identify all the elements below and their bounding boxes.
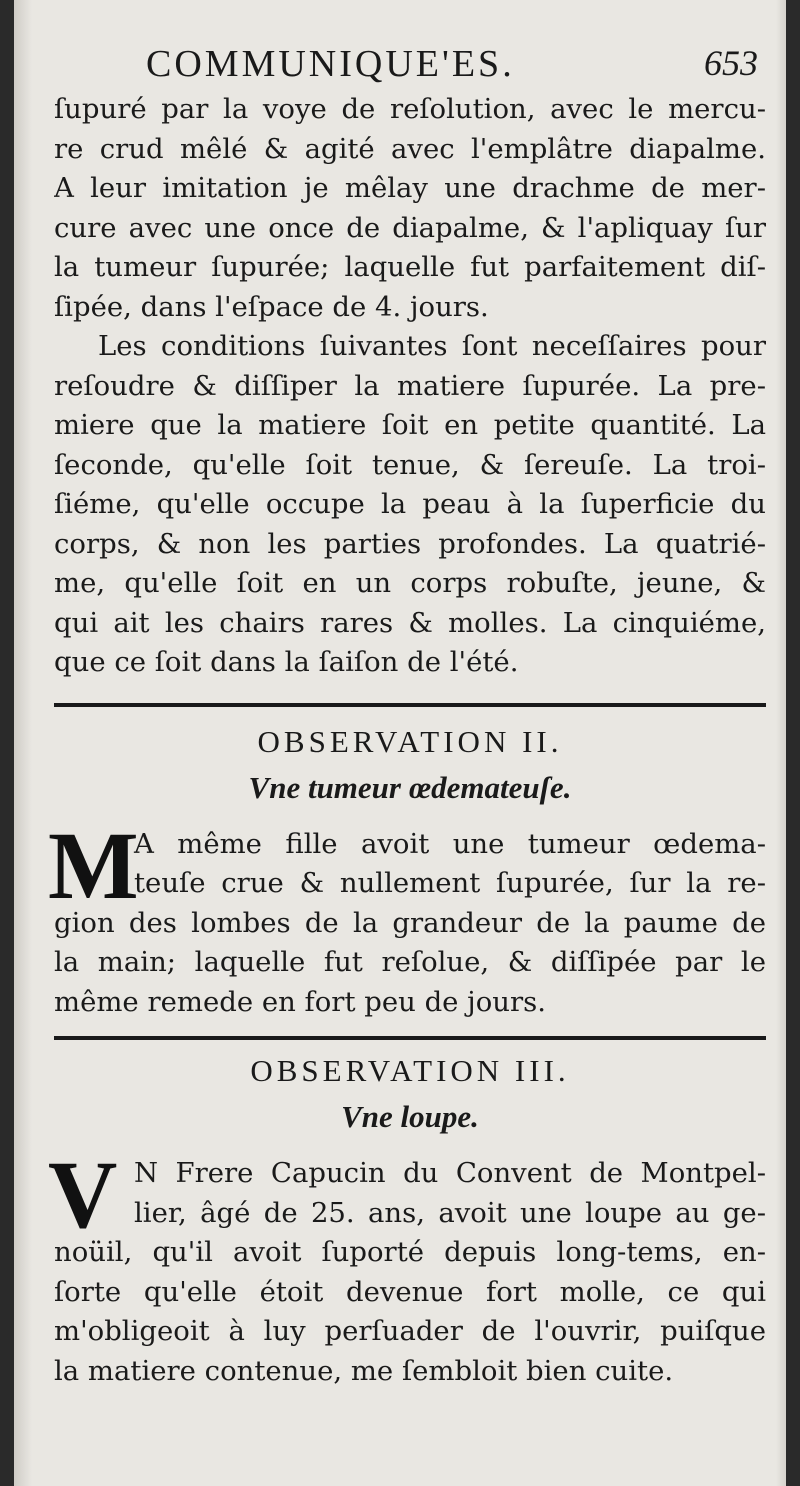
running-head-title: COMMUNIQUE'ES. [146, 43, 515, 85]
text-line: corps, & non les parties profondes. La quatrié- [54, 527, 766, 560]
text-line: ſeconde, qu'elle ſoit tenue, & ſereuſe. La troi- [54, 448, 766, 481]
text-line: la main; laquelle fut reſolue, & diſſipée par le [54, 946, 766, 978]
book-page [14, 0, 786, 1486]
section-divider [54, 703, 766, 707]
text-line: qui ait les chairs rares & molles. La cinquiéme, [54, 606, 766, 639]
text-line: N Frere Capucin du Convent de Montpel- [134, 1157, 766, 1189]
text-line: lier, âgé de 25. ans, avoit une loupe au ge- [134, 1196, 766, 1229]
text-line: la matiere contenue, me ſembloit bien cuite. [54, 1354, 674, 1387]
running-head [54, 36, 766, 90]
text-line: me, qu'elle ſoit en un corps robuſte, jeune, & [54, 567, 766, 599]
text-line: ſorte qu'elle étoit devenue fort molle, ce qui [54, 1275, 766, 1308]
text-line: que ce ſoit dans la ſaiſon de l'été. [54, 646, 519, 678]
text-line: teuſe crue & nullement ſupurée, ſur la re- [134, 867, 766, 899]
text-line: ſipée, dans l'eſpace de 4. jours. [54, 290, 489, 323]
observation-2-body [48, 811, 766, 1023]
observation-2-title: OBSERVATION II. [257, 723, 563, 759]
drop-cap: V [48, 1141, 118, 1248]
observation-2-subtitle: Vne tumeur œdemateuſe. [248, 769, 572, 805]
text-line: m'obligeoit à luy perſuader de l'ouvrir, puiſque [54, 1315, 766, 1347]
text-line: noüil, qu'il avoit ſuporté depuis long-tems, en- [54, 1236, 766, 1268]
observation-3-body [48, 1141, 766, 1391]
text-line: A leur imitation je mêlay une drachme de mer- [54, 172, 766, 204]
observation-3-title: OBSERVATION III. [250, 1053, 570, 1088]
text-line: miere que la matiere ſoit en petite quantité. La [54, 409, 766, 441]
text-line: ſupuré par la voye de reſolution, avec le mercu- [54, 93, 766, 125]
drop-cap: M [48, 811, 139, 919]
page-number: 653 [704, 43, 758, 83]
text-line: A même fille avoit une tumeur œdema- [134, 827, 766, 860]
text-line: même remede en fort peu de jours. [54, 985, 546, 1018]
text-line: la tumeur ſupurée; laquelle fut parfaitement diſ- [54, 251, 766, 283]
observation-3-subtitle: Vne loupe. [341, 1099, 479, 1134]
page-content [48, 36, 766, 1391]
paragraph-conditions [54, 327, 766, 683]
paragraph-continuation [54, 90, 766, 327]
text-line: re crud mêlé & agité avec l'emplâtre diapalme. [54, 132, 766, 165]
text-line: gion des lombes de la grandeur de la paume de [54, 906, 766, 939]
text-line: Les conditions ſuivantes ſont neceſſaires pour [98, 330, 766, 362]
text-line: ſiéme, qu'elle occupe la peau à la ſuperficie du [54, 488, 766, 520]
text-line: cure avec une once de diapalme, & l'apliquay ſur [54, 211, 766, 244]
text-line: reſoudre & diſſiper la matiere ſupurée. La pre- [54, 369, 766, 402]
